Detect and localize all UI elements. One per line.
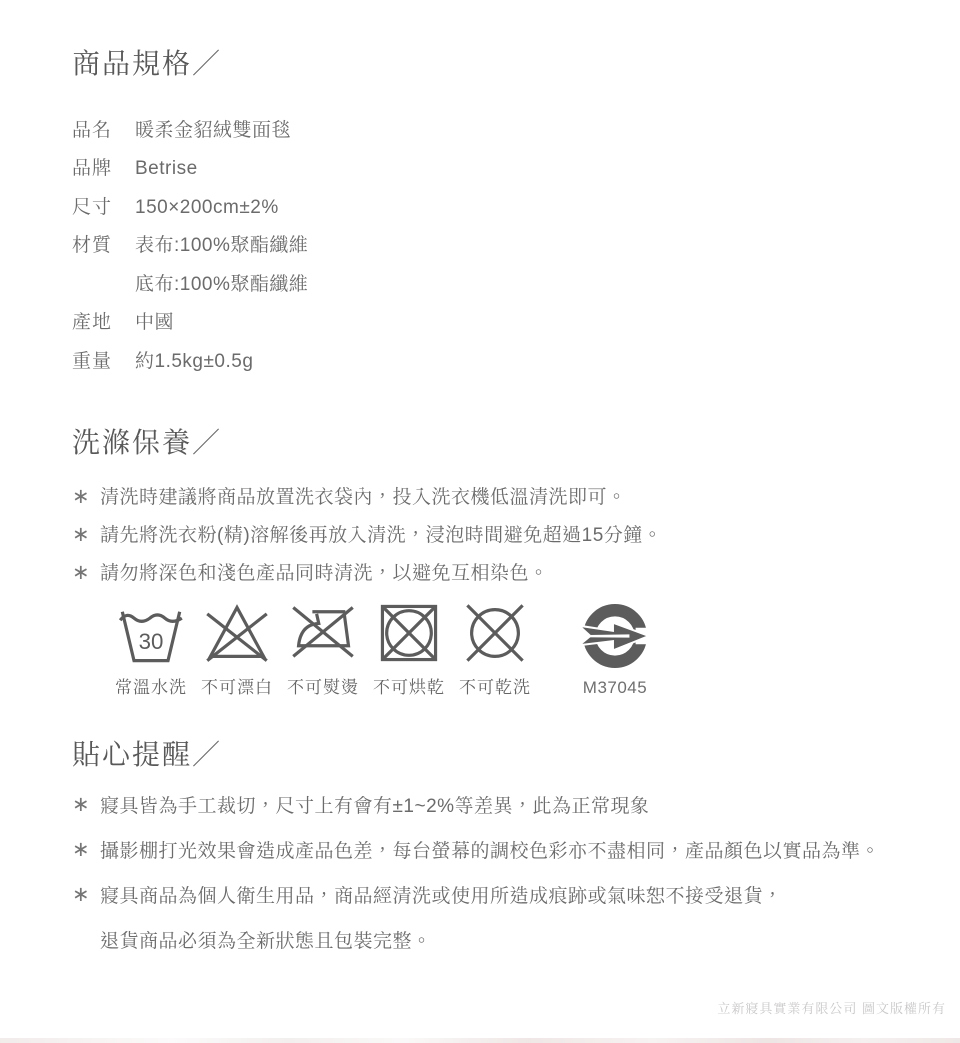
laundry-symbol-label: 不可漂白 [201,677,273,697]
laundry-symbol-label: 不可烘乾 [373,677,445,697]
certification-mark-icon [577,602,653,670]
laundry-symbol-no-tumble-dry [372,601,446,698]
table-row [72,112,900,151]
spec-label: 重量 [72,350,113,372]
list-item [72,522,900,547]
laundry-symbol-no-dry-clean [458,601,532,698]
asterisk-bullet-icon: ∗ [72,883,90,907]
spec-label: 品牌 [72,158,113,180]
no-dry-clean-icon [461,601,529,665]
certification-mark [572,602,658,698]
section-title-care [72,426,900,460]
section-title-specs-text: 商品規格 [72,48,193,79]
laundry-symbol-label: 不可乾洗 [459,677,531,697]
spec-value: 約1.5kg±0.5g [135,350,254,372]
list-item [72,840,900,864]
table-row [72,150,900,189]
laundry-symbol-label: 常溫水洗 [115,677,187,697]
wash-30-icon [117,601,185,665]
reminder-note: 寢具皆為手工裁切，尺寸上有會有±1~2%等差異，此為正常現象 [100,796,650,818]
title-slash: ／ [192,48,223,79]
section-title-specs [72,47,900,81]
section-title-care-text: 洗滌保養 [72,427,193,459]
title-slash: ／ [192,738,223,770]
laundry-symbol-label: 不可熨燙 [287,677,359,697]
care-section [72,426,900,698]
list-item [72,560,900,585]
spec-table [72,112,900,382]
section-title-reminder [72,738,900,772]
spec-label: 尺寸 [72,196,113,218]
spec-label: 品名 [72,119,113,141]
certification-mark-code: M37045 [582,677,648,697]
care-note: 請勿將深色和淺色產品同時清洗，以避免互相染色。 [100,562,549,584]
care-note: 請先將洗衣粉(精)溶解後再放入清洗，浸泡時間避免超過15分鐘。 [100,524,663,546]
laundry-symbol-wash [114,601,188,698]
table-row [72,227,900,266]
spec-value: Betrise [135,158,198,180]
asterisk-bullet-icon: ∗ [72,560,90,584]
spec-value: 150×200cm±2% [135,196,279,218]
reminder-note: 寢具商品為個人衛生用品，商品經清洗或使用所造成痕跡或氣味恕不接受退貨， [100,886,783,908]
reminder-bullet-list [72,795,900,954]
no-iron-icon [289,601,357,665]
table-row [72,189,900,228]
laundry-symbols-row [114,601,900,698]
care-note: 清洗時建議將商品放置洗衣袋內，投入洗衣機低溫清洗即可。 [100,486,627,508]
reminder-note: 退貨商品必須為全新狀態且包裝完整。 [100,931,432,953]
spec-value: 底布:100%聚酯纖維 [135,273,309,295]
list-item [72,484,900,509]
table-row [72,343,900,382]
asterisk-bullet-icon: ∗ [72,793,90,817]
table-row [72,304,900,343]
table-row [72,266,900,305]
no-bleach-icon [203,601,271,665]
no-tumble-dry-icon [375,601,443,665]
asterisk-bullet-icon: ∗ [72,838,90,862]
spec-value: 暖柔金貂絨雙面毯 [135,119,292,141]
spec-value: 表布:100%聚酯纖維 [135,235,309,257]
list-item [72,885,900,909]
section-title-reminder-text: 貼心提醒 [72,738,193,770]
care-bullet-list [72,484,900,585]
spec-label [72,266,135,305]
next-image-edge [0,1038,960,1043]
copyright-notice: 立新寢具實業有限公司 圖文版權所有 [717,1001,946,1016]
svg-text:30: 30 [138,628,164,654]
laundry-symbol-no-bleach [200,601,274,698]
spec-label: 材質 [72,235,113,257]
reminder-note: 攝影棚打光效果會造成產品色差，每台螢幕的調校色彩亦不盡相同，產品顏色以實品為準。 [100,841,881,863]
asterisk-bullet-icon: ∗ [72,484,90,508]
spec-label: 產地 [72,312,113,334]
laundry-symbol-no-iron [286,601,360,698]
title-slash: ／ [192,427,223,459]
asterisk-bullet-icon: ∗ [72,522,90,546]
list-item-continuation [72,930,900,954]
spec-value: 中國 [135,312,175,334]
reminder-section [72,738,900,955]
list-item [72,795,900,819]
